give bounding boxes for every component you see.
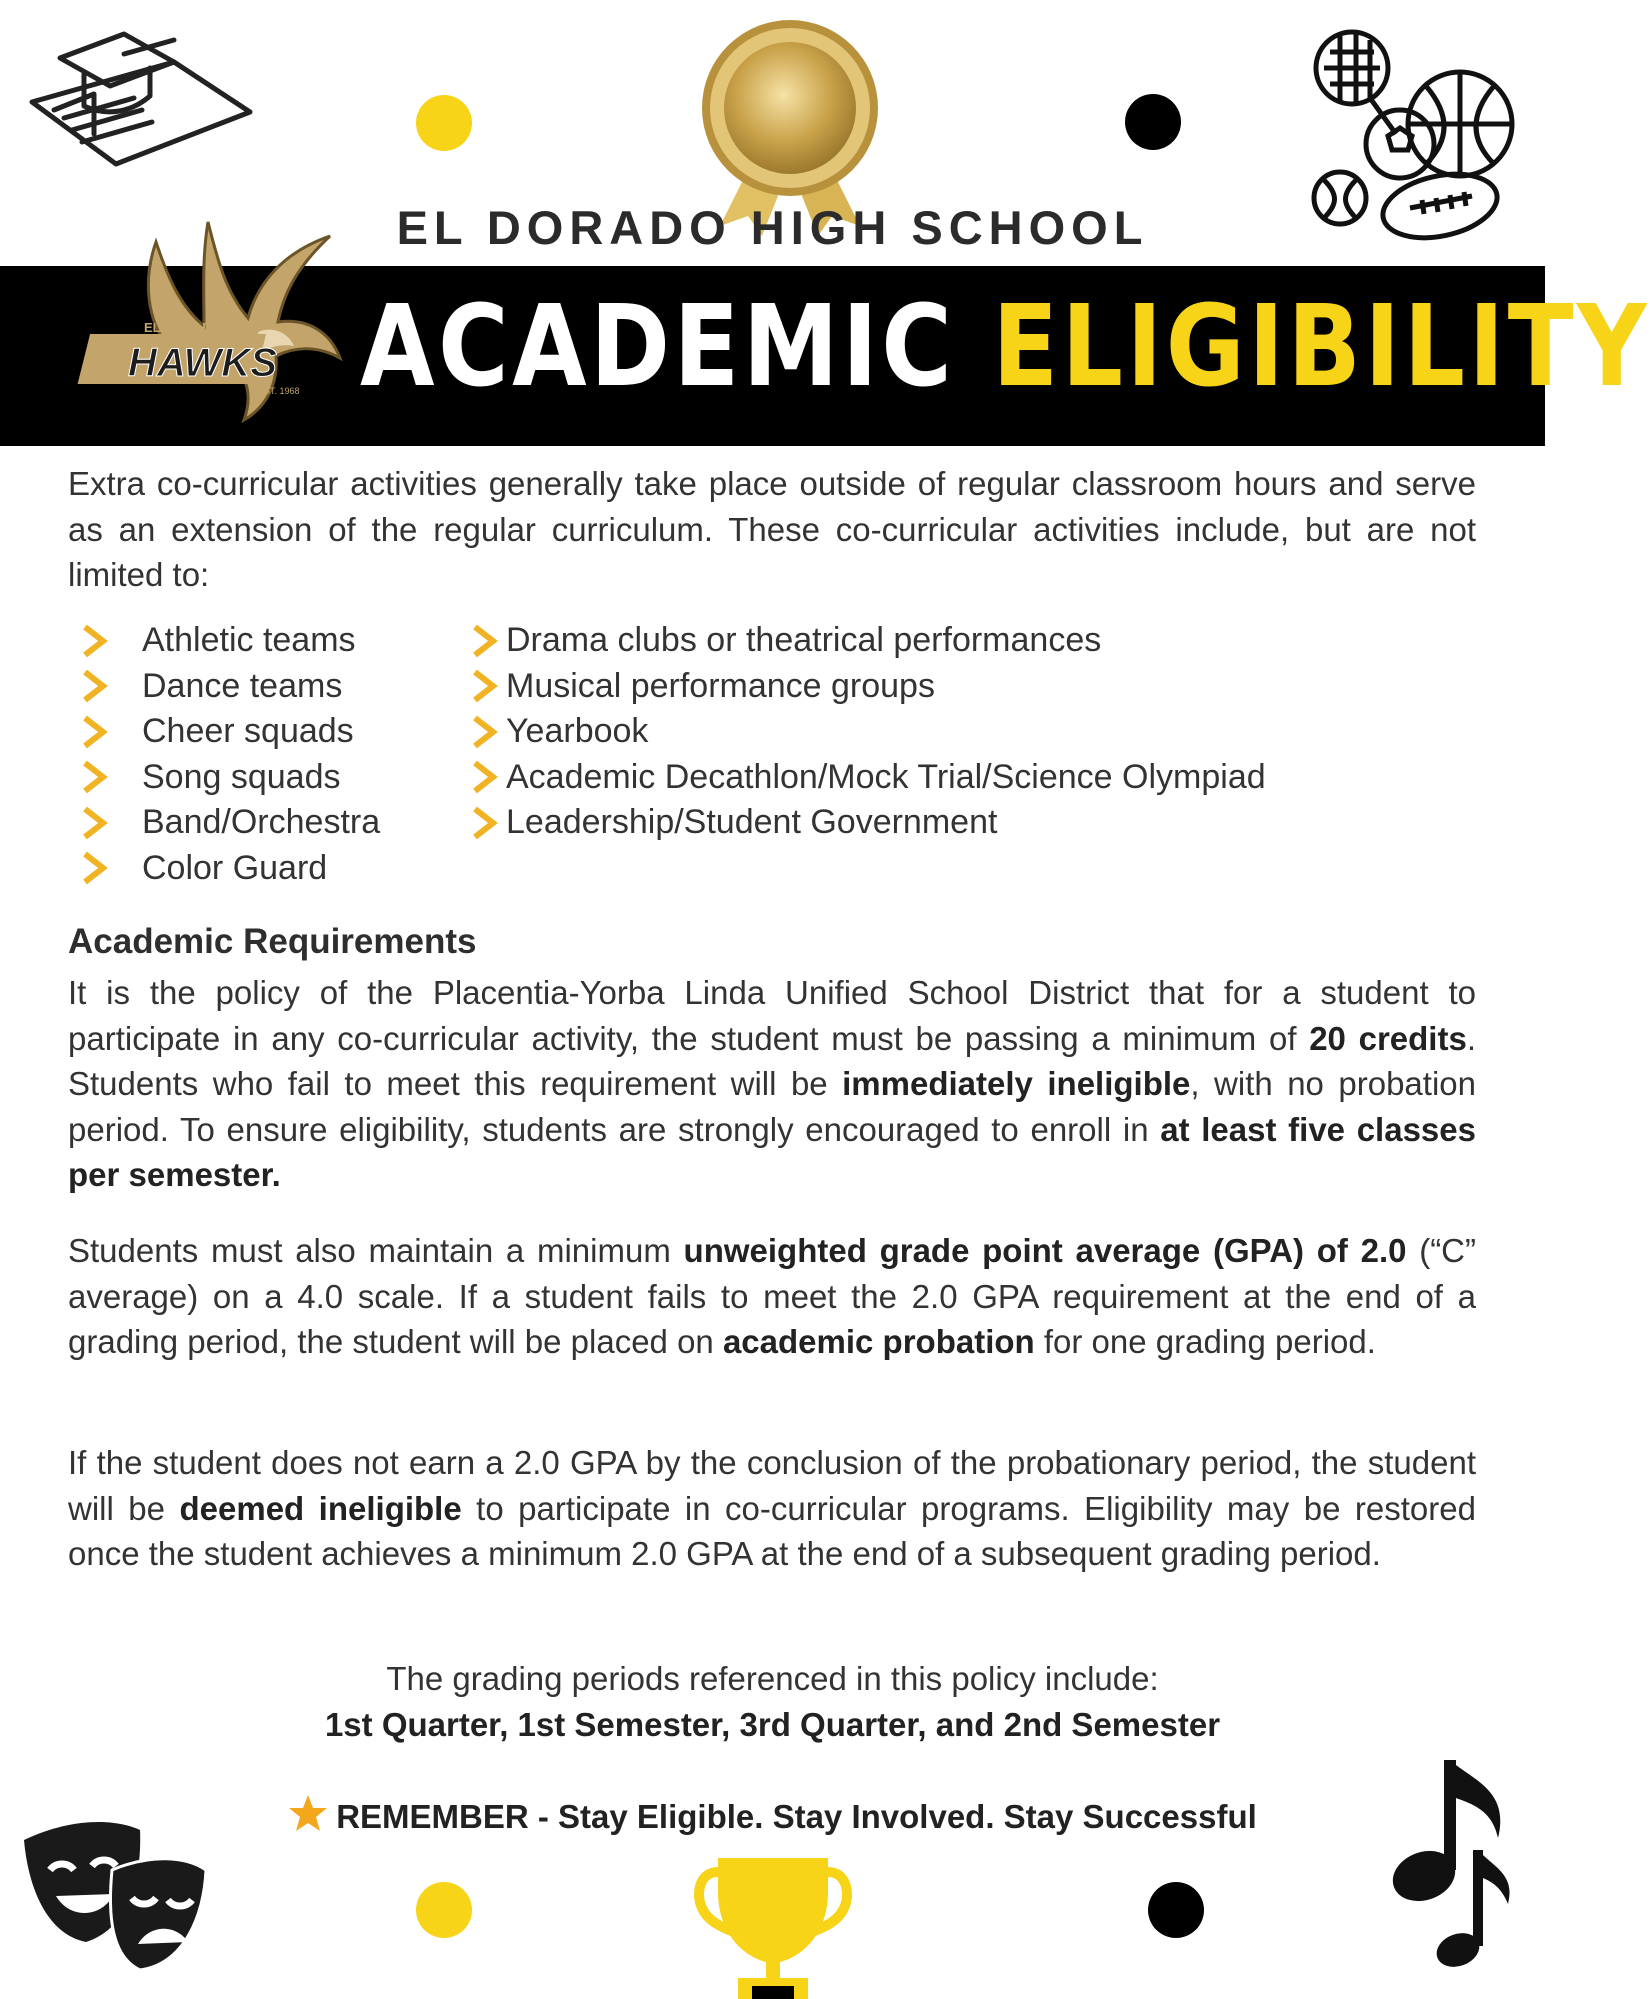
activity-label: Leadership/Student Government <box>506 803 998 841</box>
requirements-heading: Academic Requirements <box>68 922 477 961</box>
grading-periods: 1st Quarter, 1st Semester, 3rd Quarter, and 2nd Semester <box>324 1706 1221 1743</box>
activity-item <box>80 709 380 755</box>
school-name: EL DORADO HIGH SCHOOL <box>396 201 1149 254</box>
graduation-cap-book-icon <box>24 14 256 194</box>
activity-label: Yearbook <box>506 712 649 750</box>
trophy-icon <box>694 1852 852 1999</box>
star-icon <box>288 1794 328 1832</box>
activity-label: Musical performance groups <box>506 666 935 705</box>
activity-item <box>80 755 380 801</box>
activity-label: Band/Orchestra <box>142 803 381 841</box>
activity-label: Cheer squads <box>142 712 354 750</box>
hawks-logo-est: EST. 1968 <box>258 386 300 396</box>
activity-label: Color Guard <box>142 848 328 887</box>
grading-intro: The grading periods referenced in this policy include: <box>386 1660 1159 1697</box>
activity-item <box>80 846 380 892</box>
triangle-bullet-icon <box>80 759 108 795</box>
requirements-paragraph-3: If the student does not earn a 2.0 GPA by the conclusion of the probationary period, the student will be deemed ineligible to participate in co-curricular programs. Eligibility may be restored once the student achieves a minimum 2.0 GPA at the end of a subsequent grading period. <box>68 1444 1476 1572</box>
activity-label: Drama clubs or theatrical performances <box>506 621 1102 659</box>
activities-list-left <box>80 618 380 891</box>
triangle-bullet-icon <box>80 850 108 886</box>
reminder-line: REMEMBER - Stay Eligible. Stay Involved. Stay Successful <box>0 1794 1545 1836</box>
yellow-dot-top-left <box>416 95 472 151</box>
activity-item <box>470 800 1266 846</box>
activity-item <box>470 755 1266 801</box>
triangle-bullet-icon <box>470 714 498 750</box>
hawks-logo-text: HAWKS <box>128 341 277 385</box>
theater-masks-icon <box>20 1816 210 1976</box>
triangle-bullet-icon <box>470 623 498 659</box>
triangle-bullet-icon <box>470 805 498 841</box>
triangle-bullet-icon <box>80 714 108 750</box>
activity-label: Academic Decathlon/Mock Trial/Science Olympiad <box>506 757 1266 796</box>
hawks-logo-small-text: EL DORADO <box>144 320 222 335</box>
title-accent: ELIGIBILITY <box>992 282 1650 412</box>
activity-item <box>80 800 380 846</box>
triangle-bullet-icon <box>470 668 498 704</box>
activity-item <box>80 618 380 664</box>
triangle-bullet-icon <box>80 623 108 659</box>
black-dot-top-right <box>1125 94 1181 150</box>
triangle-bullet-icon <box>470 759 498 795</box>
activity-label: Athletic teams <box>142 621 356 659</box>
activity-item <box>470 709 1266 755</box>
page-title <box>360 282 1650 412</box>
music-notes-icon <box>1360 1750 1520 1964</box>
black-dot-bottom-right <box>1148 1882 1204 1938</box>
triangle-bullet-icon <box>80 668 108 704</box>
requirements-paragraph-1: It is the policy of the Placentia-Yorba Linda Unified School District that for a student to participate in any co-curricular activity, the student must be passing a minimum of 20 credits. Students who fail to meet this requirement will be immediately ineligible, with no probation period. To ensure eligibility, students are strongly encouraged to enroll in at least five classes per semester. <box>68 974 1476 1193</box>
activity-label: Song squads <box>142 757 341 796</box>
triangle-bullet-icon <box>80 805 108 841</box>
activity-item <box>80 664 380 710</box>
activity-label: Dance teams <box>142 666 343 705</box>
activity-item <box>470 618 1266 664</box>
activities-list-right <box>470 618 1266 846</box>
hawks-logo <box>108 222 348 422</box>
requirements-paragraph-2: Students must also maintain a minimum unweighted grade point average (GPA) of 2.0 (“C” average) on a 4.0 scale. If a student fails to meet the 2.0 GPA requirement at the end of a grading period, the student will be placed on academic probation for one grading period. <box>68 1232 1477 1360</box>
intro-paragraph: Extra co-curricular activities generally take place outside of regular classroom hours and serve as an extension of the regular curriculum. These co-curricular activities include, but are not limited to: <box>68 465 1476 593</box>
title-main: ACADEMIC <box>360 282 993 412</box>
activity-item <box>470 664 1266 710</box>
yellow-dot-bottom-left <box>416 1882 472 1938</box>
